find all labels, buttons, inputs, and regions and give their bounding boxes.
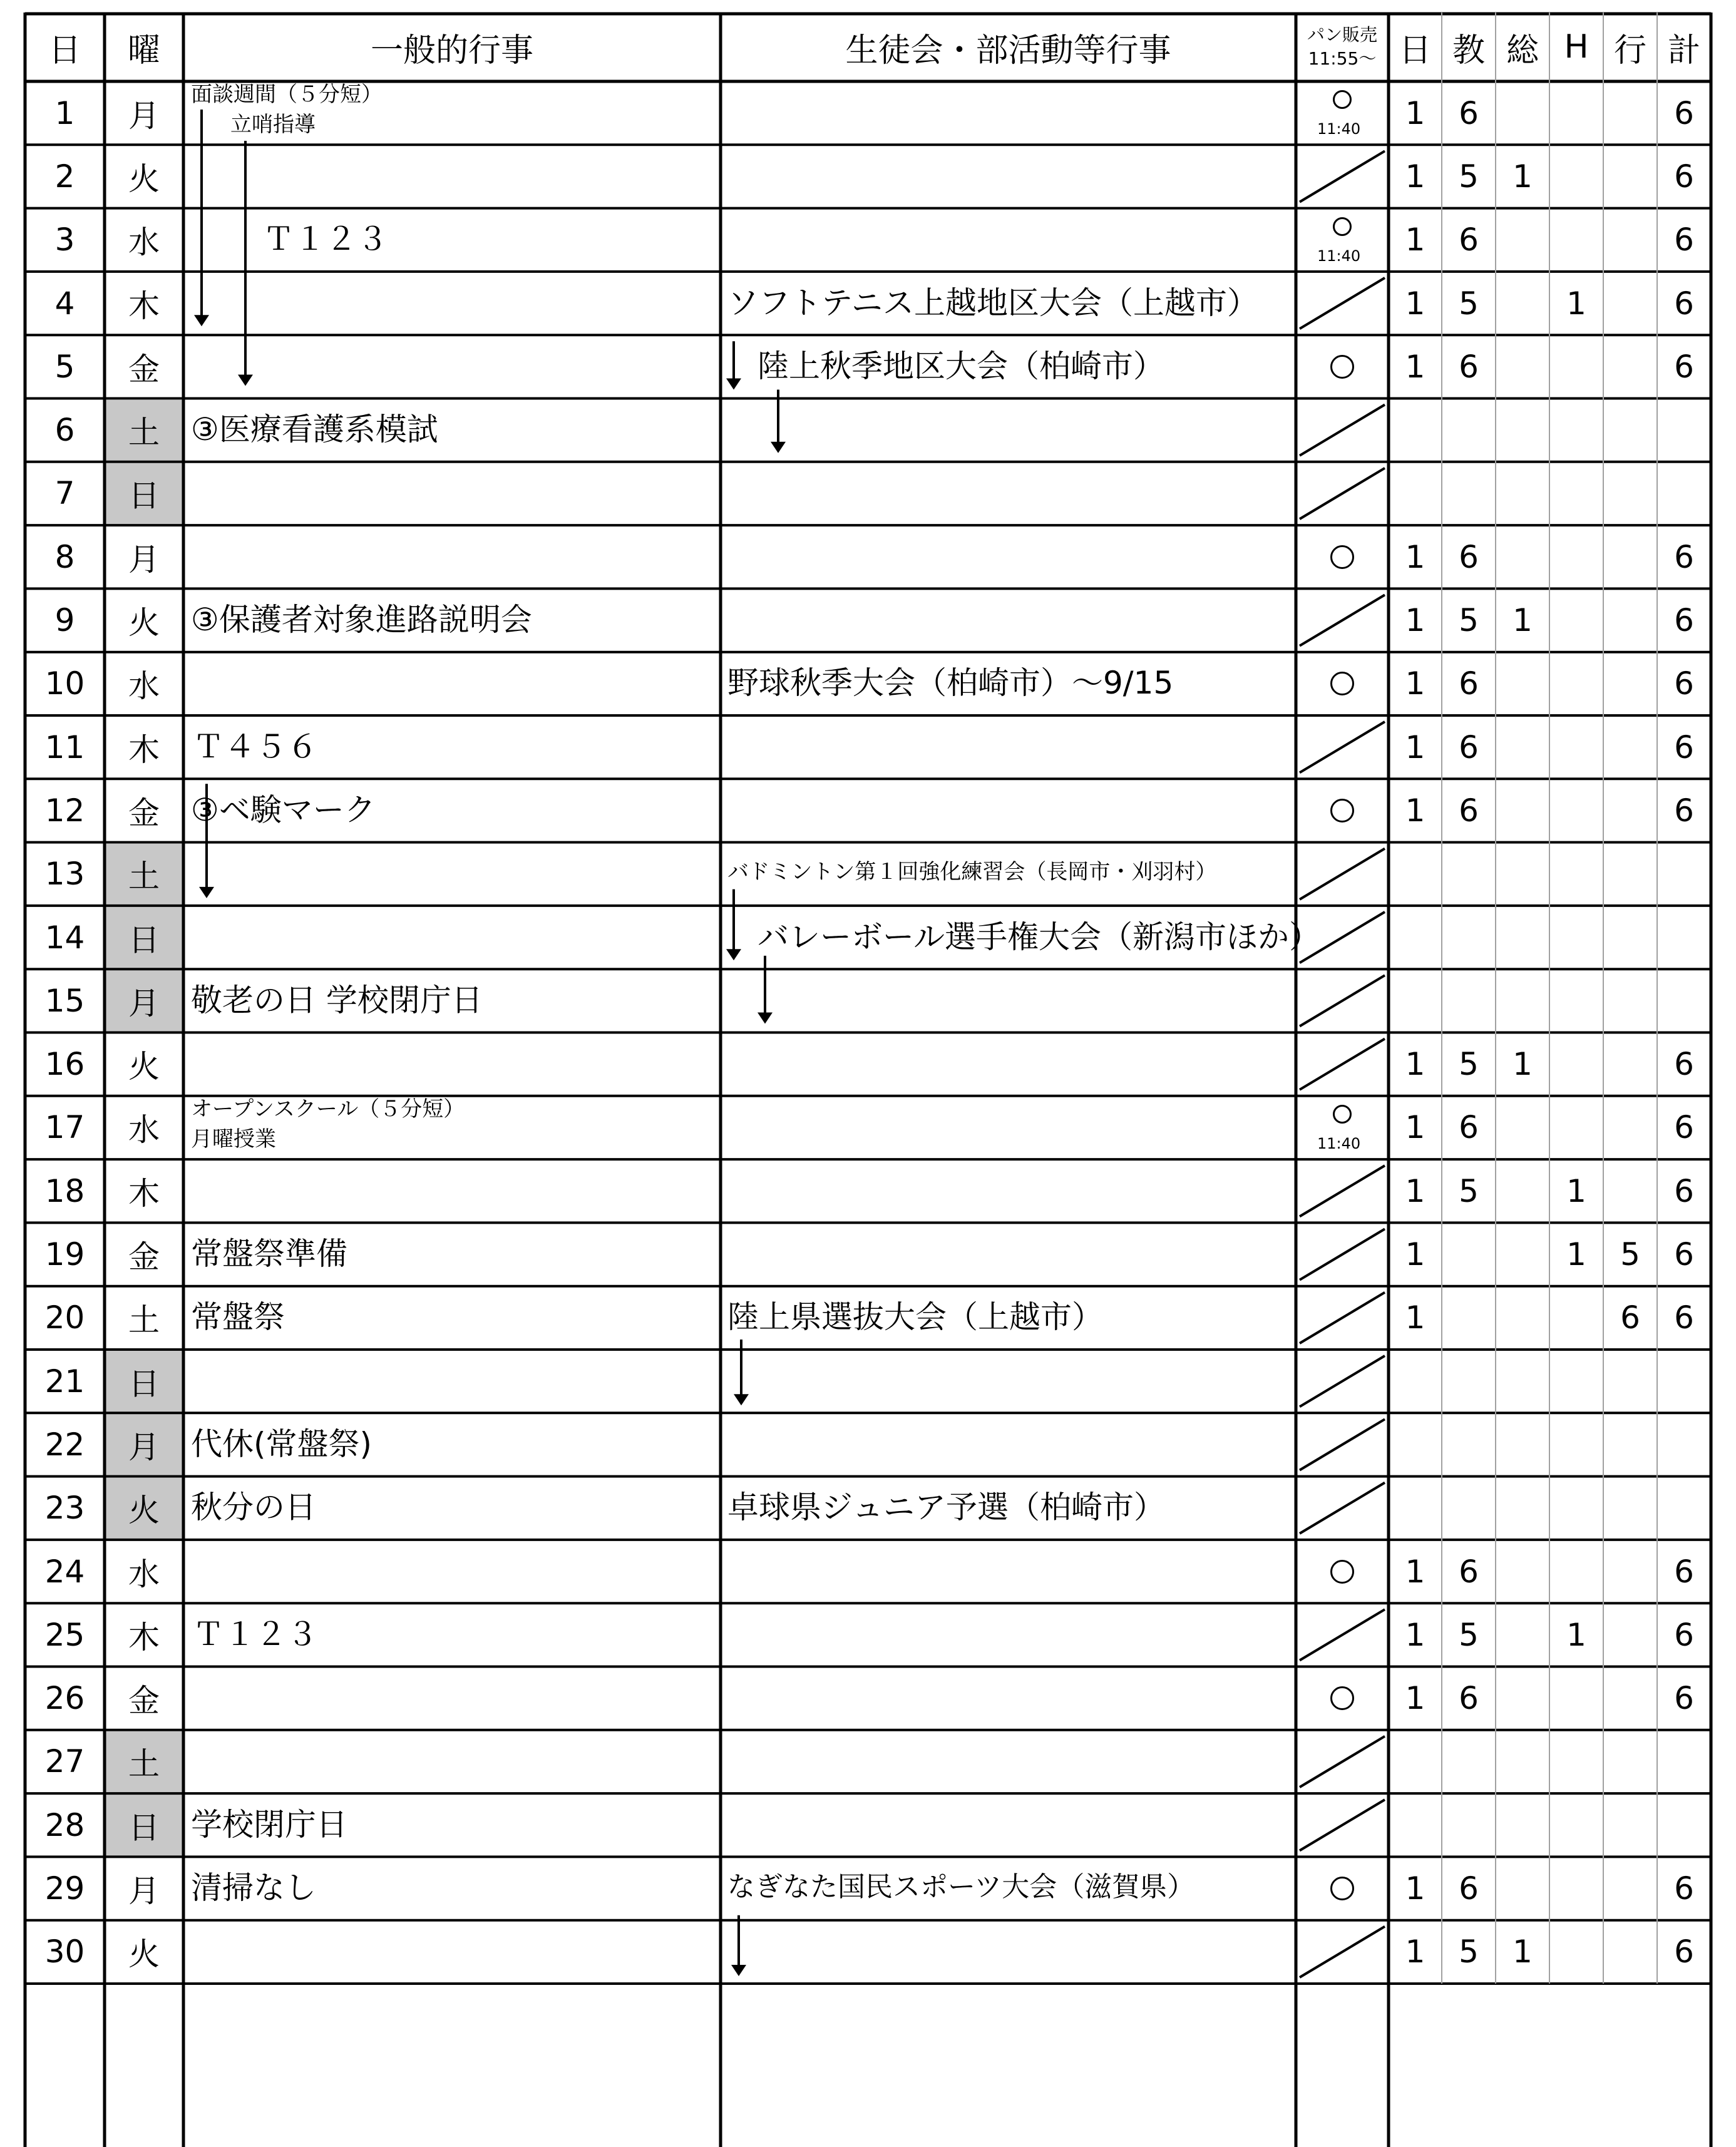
general-event: ③ベ験マーク — [191, 791, 376, 828]
arrow-head — [771, 442, 786, 453]
day-number: 28 — [44, 1806, 85, 1843]
day-number: 10 — [44, 665, 85, 702]
day-number: 12 — [44, 792, 85, 829]
weekday: 木 — [128, 1619, 160, 1656]
general-event: 常盤祭 — [191, 1299, 285, 1336]
count-cell: 6 — [1674, 1299, 1694, 1336]
count-cell: 5 — [1459, 602, 1479, 639]
count-cell: 1 — [1405, 1553, 1425, 1590]
no-bread-slash — [1300, 1039, 1385, 1090]
day-number: 6 — [54, 412, 75, 449]
day-number: 14 — [44, 919, 85, 956]
count-cell: 1 — [1405, 665, 1425, 702]
count-cell: 6 — [1674, 665, 1694, 702]
club-event: ソフトテニス上越地区大会（上越市） — [727, 284, 1258, 321]
day-number: 18 — [44, 1172, 85, 1209]
day-number: 1 — [54, 95, 75, 131]
general-event: 常盤祭準備 — [191, 1236, 347, 1273]
no-bread-slash — [1300, 405, 1385, 456]
general-event: オープンスクール（５分短） — [191, 1096, 465, 1122]
weekday: 水 — [128, 224, 160, 261]
weekday: 日 — [128, 1365, 160, 1402]
count-cell: 1 — [1405, 1934, 1425, 1970]
weekday: 月 — [128, 985, 160, 1022]
arrow-head — [726, 379, 741, 390]
day-number: 11 — [44, 729, 85, 766]
no-bread-slash — [1300, 975, 1385, 1026]
count-cell: 5 — [1620, 1236, 1640, 1273]
day-number: 8 — [54, 538, 75, 575]
club-event: なぎなた国民スポーツ大会（滋賀県） — [727, 1871, 1195, 1904]
weekday: 日 — [128, 1809, 160, 1846]
header-col-gyo: 行 — [1613, 31, 1646, 69]
weekday: 木 — [128, 731, 160, 768]
general-event-sub: 立哨指導 — [230, 112, 316, 137]
count-cell: 6 — [1674, 1680, 1694, 1717]
arrow-head — [731, 1965, 746, 1976]
count-cell: 1 — [1405, 792, 1425, 829]
bread-sale-time: 11:40 — [1317, 247, 1361, 265]
count-cell: 1 — [1513, 158, 1533, 195]
count-cell: 6 — [1674, 348, 1694, 385]
weekday: 金 — [128, 1683, 160, 1719]
count-cell: 1 — [1513, 1046, 1533, 1083]
club-event: 陸上県選抜大会（上越市） — [727, 1299, 1103, 1336]
header-bread-time: 11:55～ — [1308, 48, 1377, 69]
day-number: 7 — [54, 475, 75, 512]
weekday: 火 — [128, 160, 160, 197]
header-day: 日 — [48, 31, 81, 69]
general-event: Ｔ４５６ — [193, 728, 318, 765]
day-number: 9 — [54, 602, 75, 639]
day-number: 3 — [54, 222, 75, 259]
count-cell: 1 — [1405, 158, 1425, 195]
count-cell: 1 — [1405, 1236, 1425, 1273]
count-cell: 1 — [1566, 1236, 1586, 1273]
arrow-head — [726, 949, 741, 960]
no-bread-slash — [1300, 1736, 1385, 1787]
count-cell: 6 — [1459, 222, 1479, 259]
count-cell: 6 — [1674, 1172, 1694, 1209]
header-col-day: 日 — [1399, 31, 1432, 69]
count-cell: 1 — [1566, 1172, 1586, 1209]
weekday: 水 — [128, 668, 160, 705]
no-bread-slash — [1300, 1166, 1385, 1216]
arrow-head — [199, 887, 214, 898]
day-number: 17 — [44, 1109, 85, 1146]
weekday: 火 — [128, 605, 160, 642]
count-cell: 1 — [1405, 729, 1425, 766]
no-bread-slash — [1300, 1229, 1385, 1279]
header-weekday: 曜 — [127, 31, 160, 69]
count-cell: 1 — [1405, 95, 1425, 131]
day-number: 16 — [44, 1046, 85, 1083]
general-event: Ｔ１２３ — [193, 1616, 318, 1653]
general-event: 敬老の日 学校閉庁日 — [191, 981, 483, 1018]
count-cell: 1 — [1513, 602, 1533, 639]
header-col-total: 計 — [1667, 31, 1700, 69]
weekday: 土 — [128, 1746, 160, 1783]
count-cell: 5 — [1459, 1616, 1479, 1653]
count-cell: 6 — [1674, 95, 1694, 131]
header-col-so: 総 — [1506, 31, 1539, 69]
count-cell: 1 — [1405, 1870, 1425, 1907]
count-cell: 6 — [1459, 1870, 1479, 1907]
count-cell: 6 — [1674, 285, 1694, 322]
count-cell: 5 — [1459, 1046, 1479, 1083]
header-club-events: 生徒会・部活動等行事 — [845, 31, 1171, 69]
weekday: 日 — [128, 921, 160, 958]
general-event: ③医療看護系模試 — [191, 411, 438, 448]
count-cell: 6 — [1459, 95, 1479, 131]
day-number: 25 — [44, 1616, 85, 1653]
general-event: 清掃なし — [191, 1870, 316, 1907]
general-event: Ｔ１２３ — [263, 221, 388, 258]
day-number: 19 — [44, 1236, 85, 1273]
count-cell: 1 — [1405, 1680, 1425, 1717]
count-cell: 6 — [1674, 158, 1694, 195]
count-cell: 1 — [1566, 285, 1586, 322]
no-bread-slash — [1300, 1293, 1385, 1343]
count-cell: 6 — [1459, 538, 1479, 575]
weekday: 土 — [128, 1302, 160, 1339]
general-event: 面談週間（５分短） — [191, 82, 383, 107]
no-bread-slash — [1300, 1483, 1385, 1534]
day-number: 21 — [44, 1363, 85, 1400]
general-event: 学校閉庁日 — [191, 1806, 347, 1843]
count-cell: 6 — [1674, 792, 1694, 829]
day-number: 13 — [44, 856, 85, 893]
day-number: 26 — [44, 1680, 85, 1717]
day-number: 20 — [44, 1299, 85, 1336]
count-cell: 5 — [1459, 158, 1479, 195]
weekday: 水 — [128, 1555, 160, 1592]
bread-sale-time: 11:40 — [1317, 120, 1361, 138]
arrow-head — [238, 375, 253, 386]
arrow-head — [758, 1013, 773, 1024]
no-bread-slash — [1300, 1356, 1385, 1407]
weekday: 金 — [128, 794, 160, 831]
count-cell: 6 — [1674, 1046, 1694, 1083]
arrow-head — [194, 315, 209, 326]
weekday: 月 — [128, 541, 160, 578]
weekday: 金 — [128, 351, 160, 387]
weekday: 金 — [128, 1239, 160, 1276]
count-cell: 1 — [1513, 1934, 1533, 1970]
count-cell: 6 — [1459, 348, 1479, 385]
count-cell: 1 — [1566, 1616, 1586, 1653]
count-cell: 1 — [1405, 1299, 1425, 1336]
day-number: 27 — [44, 1743, 85, 1780]
count-cell: 5 — [1459, 1934, 1479, 1970]
count-cell: 1 — [1405, 1109, 1425, 1146]
count-cell: 1 — [1405, 1172, 1425, 1209]
count-cell: 1 — [1405, 538, 1425, 575]
no-bread-slash — [1300, 722, 1385, 772]
count-cell: 5 — [1459, 285, 1479, 322]
day-number: 23 — [44, 1490, 85, 1527]
no-bread-slash — [1300, 278, 1385, 329]
no-bread-slash — [1300, 1927, 1385, 1977]
count-cell: 1 — [1405, 222, 1425, 259]
weekday: 火 — [128, 1048, 160, 1085]
day-number: 4 — [54, 285, 75, 322]
club-event: 野球秋季大会（柏崎市）～9/15 — [727, 665, 1174, 702]
general-event: 秋分の日 — [191, 1489, 316, 1526]
weekday: 土 — [128, 858, 160, 895]
club-event: 陸上秋季地区大会（柏崎市） — [758, 347, 1164, 384]
count-cell: 1 — [1405, 1616, 1425, 1653]
no-bread-slash — [1300, 595, 1385, 645]
no-bread-slash — [1300, 912, 1385, 963]
weekday: 火 — [128, 1492, 160, 1529]
day-number: 22 — [44, 1426, 85, 1463]
header-general-events: 一般的行事 — [370, 31, 533, 69]
count-cell: 6 — [1674, 1553, 1694, 1590]
count-cell: 6 — [1674, 602, 1694, 639]
club-event: 卓球県ジュニア予選（柏崎市） — [727, 1489, 1165, 1526]
count-cell: 6 — [1674, 1236, 1694, 1273]
day-number: 30 — [44, 1934, 85, 1970]
header-col-h: H — [1564, 28, 1589, 66]
count-cell: 6 — [1674, 538, 1694, 575]
count-cell: 6 — [1459, 1553, 1479, 1590]
day-number: 29 — [44, 1870, 85, 1907]
count-cell: 6 — [1674, 1934, 1694, 1970]
no-bread-slash — [1300, 849, 1385, 899]
count-cell: 1 — [1405, 1046, 1425, 1083]
bread-sale-time: 11:40 — [1317, 1134, 1361, 1152]
day-number: 2 — [54, 158, 75, 195]
count-cell: 1 — [1405, 285, 1425, 322]
arrow-head — [734, 1394, 749, 1405]
count-cell: 6 — [1674, 222, 1694, 259]
no-bread-slash — [1300, 151, 1385, 202]
count-cell: 1 — [1405, 602, 1425, 639]
weekday: 木 — [128, 287, 160, 324]
day-number: 15 — [44, 982, 85, 1019]
header-bread-label: パン販売 — [1307, 24, 1377, 46]
header-col-kyo: 教 — [1452, 31, 1485, 69]
weekday: 水 — [128, 1112, 160, 1149]
count-cell: 6 — [1674, 1616, 1694, 1653]
count-cell: 5 — [1459, 1172, 1479, 1209]
weekday: 月 — [128, 1428, 160, 1465]
count-cell: 6 — [1674, 1870, 1694, 1907]
weekday: 月 — [128, 1873, 160, 1910]
weekday: 火 — [128, 1936, 160, 1973]
count-cell: 6 — [1620, 1299, 1640, 1336]
count-cell: 1 — [1405, 348, 1425, 385]
count-cell: 6 — [1674, 1109, 1694, 1146]
no-bread-slash — [1300, 1609, 1385, 1660]
count-cell: 6 — [1459, 1680, 1479, 1717]
day-number: 5 — [54, 348, 75, 385]
no-bread-slash — [1300, 1800, 1385, 1850]
weekday: 日 — [128, 478, 160, 515]
club-event: バドミントン第１回強化練習会（長岡市・刈羽村） — [727, 859, 1217, 885]
club-event: バレーボール選手権大会（新潟市ほか） — [758, 918, 1320, 955]
count-cell: 6 — [1459, 665, 1479, 702]
no-bread-slash — [1300, 1419, 1385, 1470]
weekday: 木 — [128, 1175, 160, 1212]
general-event-sub: 月曜授業 — [191, 1126, 276, 1152]
weekday: 土 — [128, 414, 160, 451]
count-cell: 6 — [1459, 729, 1479, 766]
count-cell: 6 — [1674, 729, 1694, 766]
general-event: ③保護者対象進路説明会 — [191, 602, 532, 638]
weekday: 月 — [128, 97, 160, 134]
no-bread-slash — [1300, 468, 1385, 519]
day-number: 24 — [44, 1553, 85, 1590]
general-event: 代休(常盤祭) — [191, 1425, 372, 1462]
count-cell: 6 — [1459, 1109, 1479, 1146]
count-cell: 6 — [1459, 792, 1479, 829]
